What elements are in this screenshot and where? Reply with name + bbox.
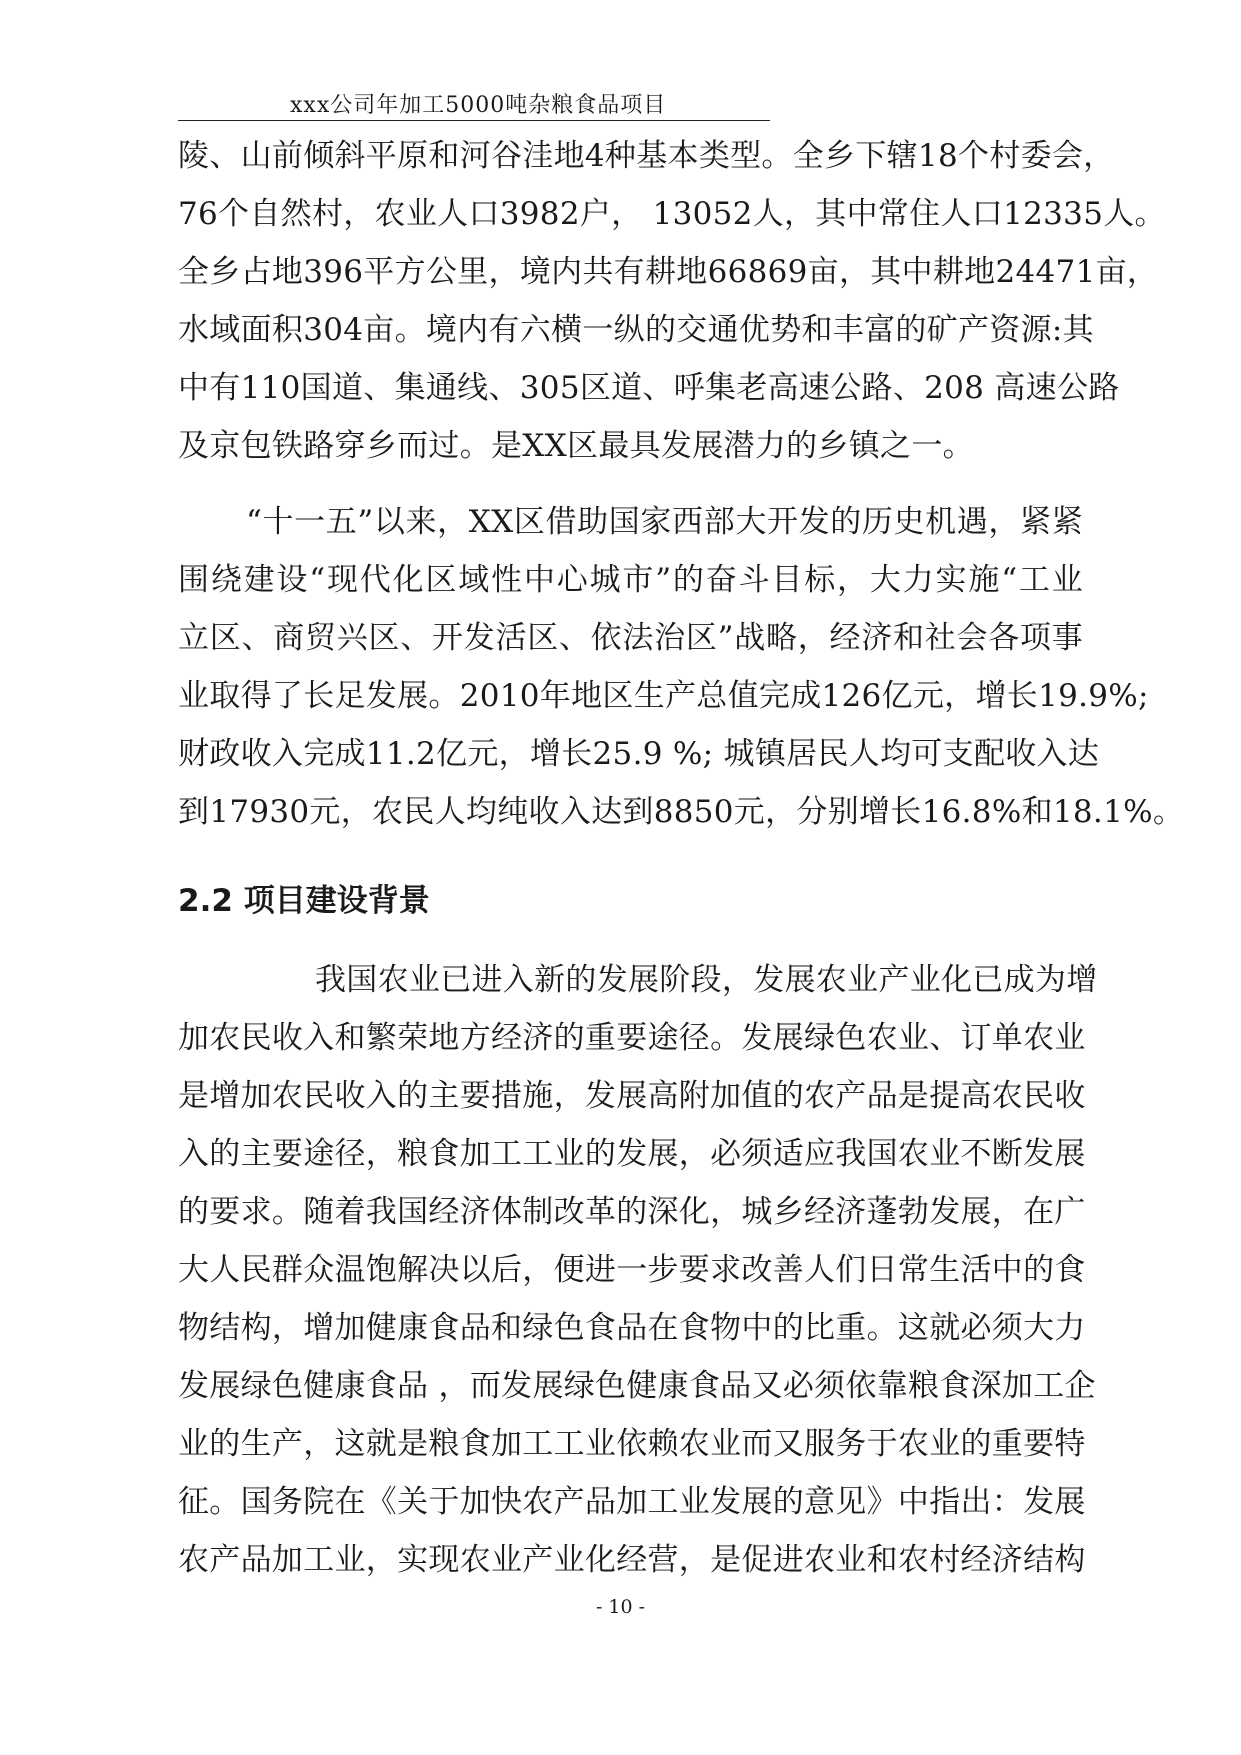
text-line: 到17930元，农民人均纯收入达到8850元，分别增长16.8%和18.1%。 [178,794,1185,830]
text-line: 及京包铁路穿乡而过。是XX区最具发展潜力的乡镇之一。 [178,428,974,464]
text-line: 财政收入完成11.2亿元，增长25.9 %; 城镇居民人均可支配收入达 [178,736,1100,772]
text-line: 入的主要途径，粮食加工工业的发展，必须适应我国农业不断发展 [178,1136,1086,1172]
text-line: “十一五”以来，XX区借助国家西部大开发的历史机遇，紧紧 [246,504,1083,540]
section-heading: 2.2 项目建设背景 [178,883,430,919]
text-line: 76个自然村，农业人口3982户， 13052人，其中常住人口12335人。 [178,196,1166,232]
page-number: - 10 - [595,1596,646,1618]
text-line: 的要求。随着我国经济体制改革的深化，城乡经济蓬勃发展，在广 [178,1194,1086,1230]
text-line: 大人民群众温饱解决以后，便进一步要求改善人们日常生活中的食 [178,1252,1086,1288]
text-line: 全乡占地396平方公里，境内共有耕地66869亩，其中耕地24471亩， [178,254,1159,290]
text-line: 陵、山前倾斜平原和河谷洼地4种基本类型。全乡下辖18个村委会， [178,138,1115,174]
text-line: 农产品加工业，实现农业产业化经营，是促进农业和农村经济结构 [178,1542,1086,1578]
text-line: 围绕建设“现代化区域性中心城市”的奋斗目标，大力实施“工业 [178,562,1083,598]
text-line: 水域面积304亩。境内有六横一纵的交通优势和丰富的矿产资源:其 [178,312,1094,348]
text-line: 是增加农民收入的主要措施，发展高附加值的农产品是提高农民收 [178,1078,1086,1114]
header-title: xxx公司年加工5000吨杂粮食品项目 [290,93,667,118]
page-header [178,84,770,121]
text-line: 征。国务院在《关于加快农产品加工业发展的意见》中指出：发展 [178,1484,1086,1520]
text-line: 业取得了长足发展。2010年地区生产总值完成126亿元，增长19.9%; [178,678,1149,714]
text-line: 发展绿色健康食品 ，而发展绿色健康食品又必须依靠粮食深加工企 [178,1368,1096,1404]
text-line: 业的生产，这就是粮食加工工业依赖农业而又服务于农业的重要特 [178,1426,1086,1462]
text-line: 中有110国道、集通线、305区道、呼集老高速公路、208 高速公路 [178,370,1120,406]
text-line: 立区、商贸兴区、开发活区、依法治区”战略，经济和社会各项事 [178,620,1083,656]
text-line: 我国农业已进入新的发展阶段，发展农业产业化已成为增 [315,962,1098,998]
text-line: 物结构，增加健康食品和绿色食品在食物中的比重。这就必须大力 [178,1310,1086,1346]
text-line: 加农民收入和繁荣地方经济的重要途径。发展绿色农业、订单农业 [178,1020,1086,1056]
